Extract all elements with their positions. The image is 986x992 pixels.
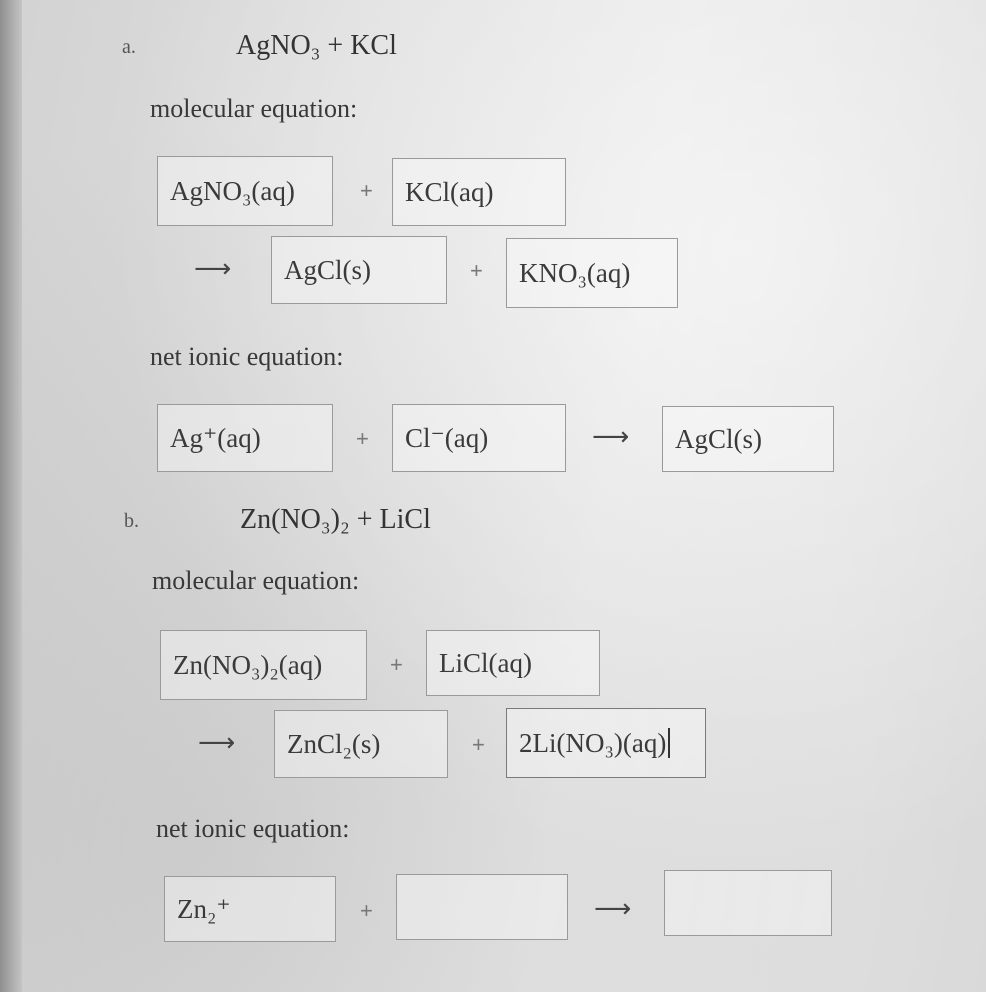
part-a-molecular-reactant2-field[interactable] [392,158,566,226]
part-b-molecular-plus1: + [390,652,403,677]
part-b-reaction-title: Zn(NO₃)₂ + LiCl [240,504,431,535]
part-b-molecular-product2-field[interactable] [506,708,706,778]
part-b-label: b. [124,510,139,532]
part-a-reaction-title: AgNO₃ + KCl [236,30,397,61]
part-b-molecular-reactant2-field[interactable] [426,630,600,696]
part-b-net-reactant2-field[interactable] [396,874,568,940]
part-a-molecular-plus2: + [470,258,483,283]
field-value: 2Li(NO₃)(aq) [519,727,667,758]
part-a-net-product1-field[interactable] [662,406,834,472]
part-a-molecular-plus1: + [360,178,373,203]
field-value: Zn₂⁺ [177,893,231,924]
part-a-net-ionic-label: net ionic equation: [150,342,344,371]
part-a-net-reactant2-field[interactable] [392,404,566,472]
part-a-net-plus1: + [356,426,369,451]
part-b-net-product1-field[interactable] [664,870,832,936]
field-value: KNO₃(aq) [519,257,631,288]
part-b-molecular-reaction-arrow-icon: ⟶ [198,728,236,758]
part-b-molecular-product1-field[interactable] [274,710,448,778]
part-a-molecular-reactant1-field[interactable] [157,156,333,226]
field-value: Ag⁺(aq) [170,422,261,453]
part-a-molecular-reaction-arrow-icon: ⟶ [194,254,232,284]
part-b-net-plus1: + [360,898,373,923]
part-a-molecular-product2-field[interactable] [506,238,678,308]
part-b-molecular-label: molecular equation: [152,566,360,595]
field-value: AgNO₃(aq) [170,175,295,206]
text-cursor [668,728,670,758]
part-b-net-reactant1-field[interactable] [164,876,336,942]
part-b-net-reaction-arrow-icon: ⟶ [594,894,632,924]
field-value: KCl(aq) [405,176,494,207]
field-value: AgCl(s) [284,254,371,285]
part-b-net-ionic-label: net ionic equation: [156,814,350,843]
part-a-molecular-label: molecular equation: [150,94,358,123]
field-value: AgCl(s) [675,423,762,454]
field-value: ZnCl₂(s) [287,728,381,759]
field-value: Zn(NO₃)₂(aq) [173,649,323,680]
part-b-molecular-plus2: + [472,732,485,757]
field-value: LiCl(aq) [439,647,532,678]
part-b-molecular-reactant1-field[interactable] [160,630,367,700]
part-a-label: a. [122,36,136,58]
field-value: Cl⁻(aq) [405,422,489,453]
part-a-net-reaction-arrow-icon: ⟶ [592,422,630,452]
part-a-net-reactant1-field[interactable] [157,404,333,472]
part-a-molecular-product1-field[interactable] [271,236,447,304]
